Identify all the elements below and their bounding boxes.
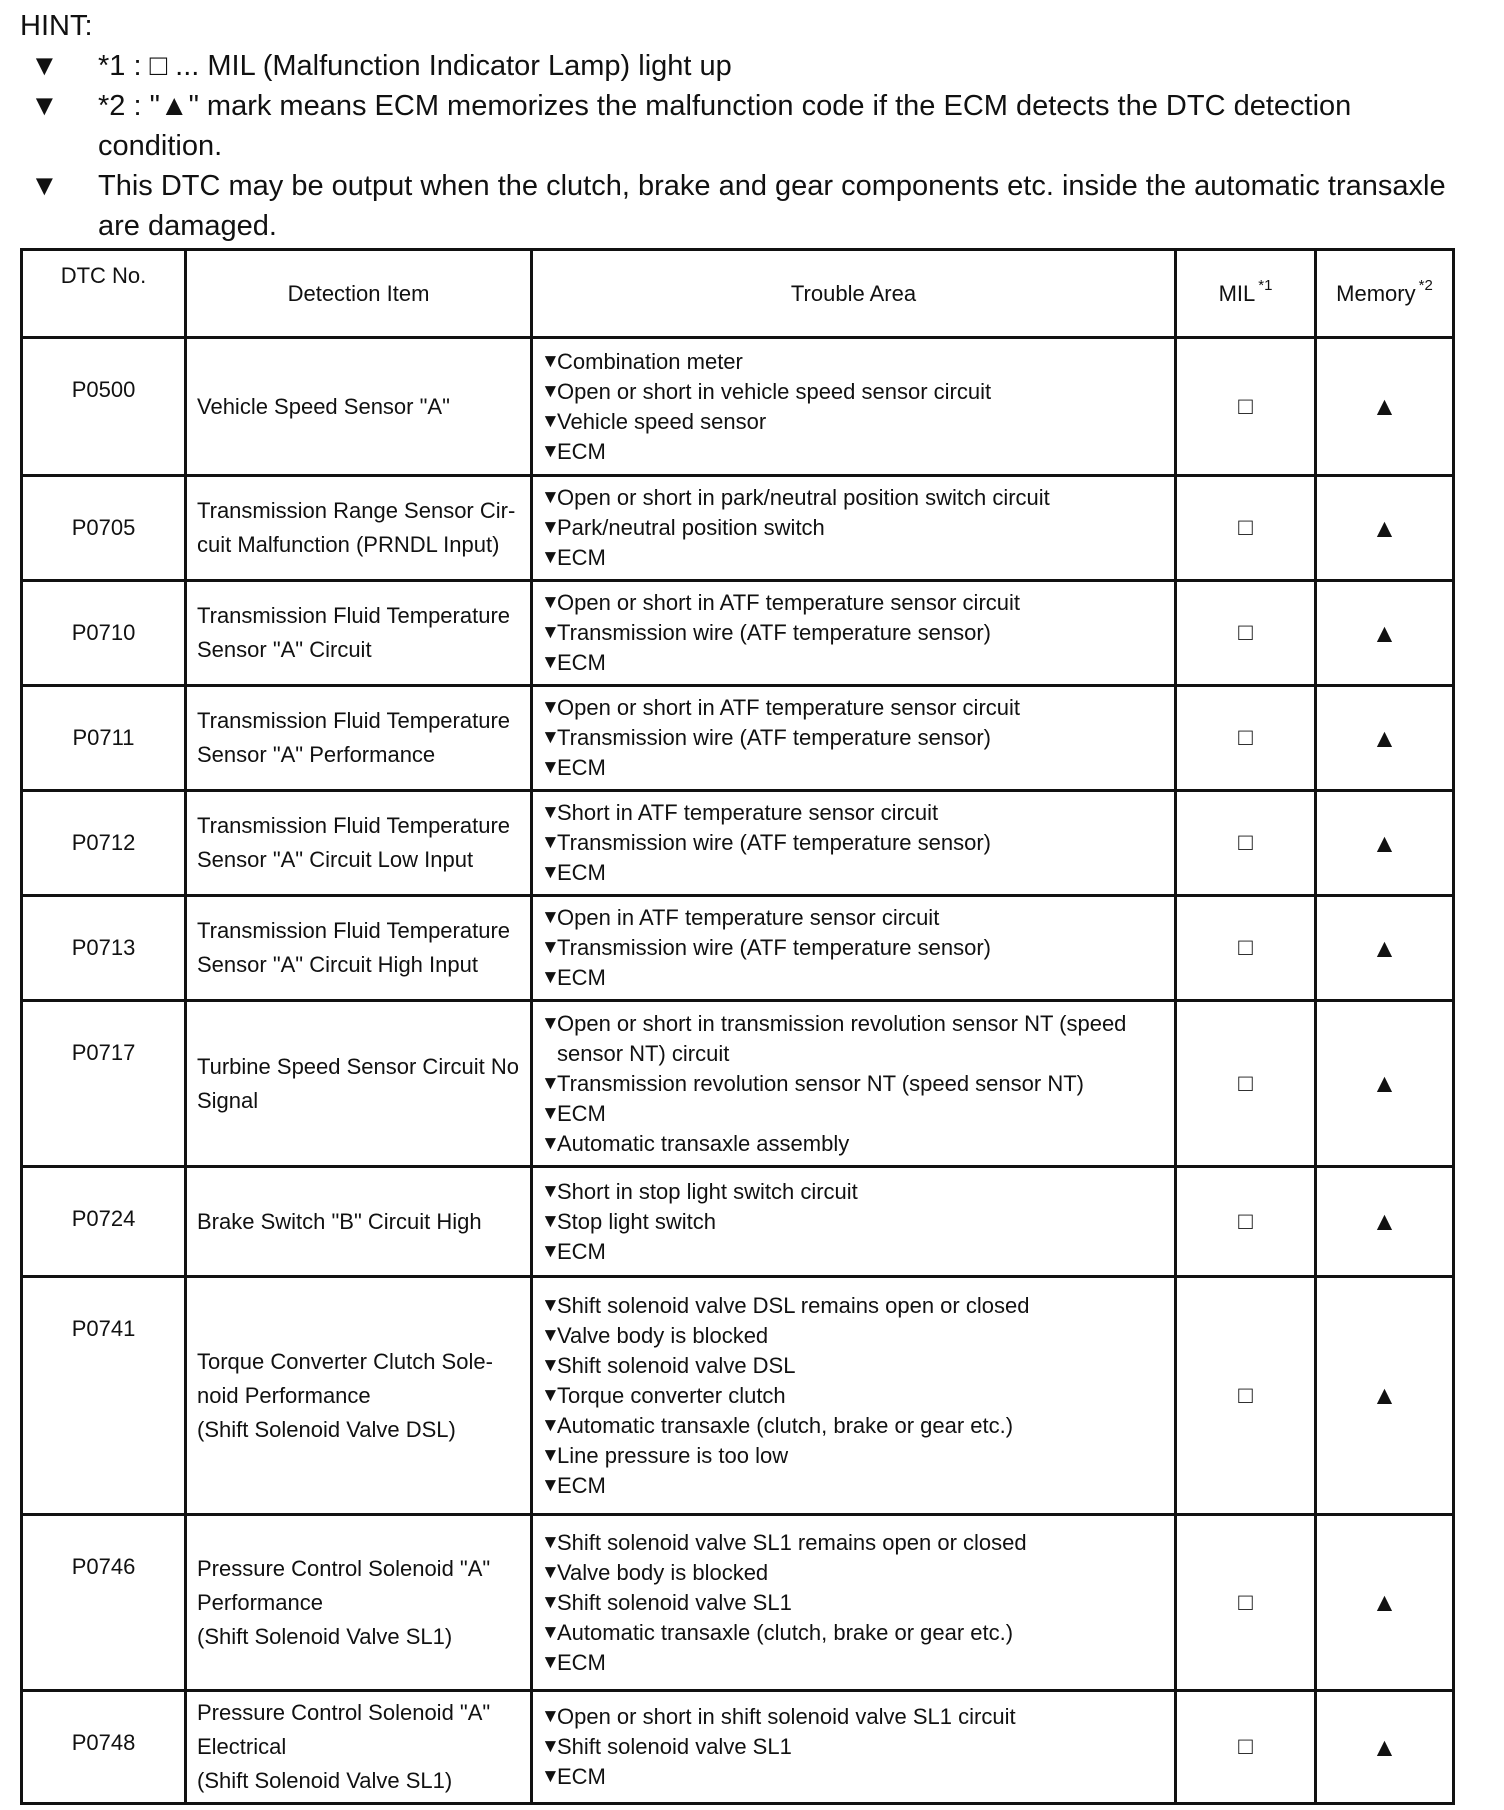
trouble-area	[532, 1167, 1176, 1277]
bullet-icon: ▼	[541, 1531, 560, 1553]
trouble-area-line	[543, 1009, 1164, 1069]
dtc-code: P0705	[22, 476, 186, 581]
detection-item-line: Transmission Fluid Temperature	[197, 603, 511, 628]
table-row	[22, 1515, 1454, 1691]
trouble-area-line	[543, 903, 1164, 933]
bullet-icon: ▼	[541, 517, 560, 538]
trouble-area-line	[543, 347, 1164, 377]
bullet-icon: ▼	[541, 622, 560, 643]
bullet-icon: ▼	[541, 757, 560, 778]
memory-triangle-icon: ▲	[1316, 1001, 1454, 1167]
trouble-area-text: Torque converter clutch	[557, 1382, 786, 1408]
hint-item	[20, 86, 1460, 166]
mil-checkbox-icon: □	[1176, 1277, 1316, 1515]
trouble-area-text: Valve body is blocked	[557, 1322, 769, 1348]
trouble-area-text: Stop light switch	[557, 1208, 716, 1234]
trouble-area-text: Open or short in shift solenoid valve SL1 circuit	[557, 1704, 1016, 1729]
bullet-icon: ▼	[541, 1012, 560, 1034]
trouble-area-line	[543, 753, 1164, 783]
trouble-area-text: ECM	[557, 1472, 606, 1498]
trouble-area-line	[543, 1762, 1164, 1792]
trouble-area-text: ECM	[557, 1649, 606, 1675]
trouble-area-text: ECM	[557, 1100, 606, 1126]
detection-item	[186, 1277, 532, 1515]
table-row	[22, 1277, 1454, 1515]
bullet-icon: ▼	[541, 440, 560, 462]
bullet-icon: ▼	[541, 1324, 560, 1346]
bullet-icon: ▼	[541, 1591, 560, 1613]
trouble-area-line	[543, 1558, 1164, 1588]
trouble-area-line	[543, 723, 1164, 753]
dtc-code: P0713	[22, 896, 186, 1001]
trouble-area-line	[543, 1471, 1164, 1501]
bullet-icon: ▼	[541, 652, 560, 673]
bullet-icon: ▼	[541, 1132, 560, 1154]
trouble-area-line	[543, 377, 1164, 407]
bullet-icon: ▼	[30, 90, 59, 122]
bullet-icon: ▼	[541, 1414, 560, 1436]
header-dtc-no: DTC No.	[22, 250, 186, 338]
table-row	[22, 476, 1454, 581]
bullet-icon: ▼	[541, 1102, 560, 1124]
detection-item-line: (Shift Solenoid Valve DSL)	[197, 1416, 456, 1442]
trouble-area-text: Valve body is blocked	[557, 1559, 769, 1585]
bullet-icon: ▼	[541, 1444, 560, 1466]
bullet-icon: ▼	[541, 1180, 560, 1202]
trouble-area-text: Open or short in vehicle speed sensor circuit	[557, 378, 992, 404]
mil-checkbox-icon: □	[1176, 686, 1316, 791]
trouble-area-text: ECM	[557, 545, 606, 570]
trouble-area-line	[543, 828, 1164, 858]
detection-item	[186, 791, 532, 896]
trouble-area-line	[543, 858, 1164, 888]
detection-item-line: cuit Malfunction (PRNDL Input)	[197, 532, 500, 557]
trouble-area-line	[543, 1069, 1164, 1099]
memory-triangle-icon: ▲	[1316, 1167, 1454, 1277]
dtc-code: P0717	[22, 1001, 186, 1167]
trouble-area-line	[543, 1441, 1164, 1471]
trouble-area-line	[543, 1177, 1164, 1207]
dtc-code: P0746	[22, 1515, 186, 1691]
trouble-area-line	[543, 648, 1164, 678]
bullet-icon: ▼	[541, 1561, 560, 1583]
trouble-area	[532, 338, 1176, 476]
dtc-table	[20, 248, 1455, 1805]
trouble-area-line	[543, 693, 1164, 723]
detection-item-line: Transmission Fluid Temperature	[197, 918, 511, 943]
trouble-area-text: Automatic transaxle (clutch, brake or gear etc.)	[557, 1412, 1014, 1438]
mil-checkbox-icon: □	[1176, 476, 1316, 581]
bullet-icon: ▼	[541, 380, 560, 402]
memory-triangle-icon: ▲	[1316, 581, 1454, 686]
table-header-row	[22, 250, 1454, 338]
dtc-code: P0500	[22, 338, 186, 476]
detection-item-line: Performance	[197, 1589, 323, 1615]
bullet-icon: ▼	[541, 1210, 560, 1232]
trouble-area-text: Open or short in ATF temperature sensor circuit	[557, 590, 1020, 615]
dtc-code: P0741	[22, 1277, 186, 1515]
bullet-icon: ▼	[30, 170, 59, 202]
table-row	[22, 1167, 1454, 1277]
trouble-area-line	[543, 1291, 1164, 1321]
header-mil: MIL $^{*1}$	[1176, 250, 1316, 338]
table-row	[22, 896, 1454, 1001]
detection-item-line: (Shift Solenoid Valve SL1)	[197, 1623, 453, 1649]
trouble-area-line	[543, 1732, 1164, 1762]
trouble-area-text: Vehicle speed sensor	[557, 408, 767, 434]
trouble-area-text: Line pressure is too low	[557, 1442, 789, 1468]
trouble-area-text: Automatic transaxle assembly	[557, 1130, 850, 1156]
bullet-icon: ▼	[541, 1651, 560, 1673]
bullet-icon: ▼	[541, 350, 560, 372]
bullet-icon: ▼	[541, 1766, 560, 1787]
trouble-area-line	[543, 1648, 1164, 1678]
trouble-area-line	[543, 1381, 1164, 1411]
trouble-area-line	[543, 963, 1164, 993]
table-row	[22, 581, 1454, 686]
trouble-area-line	[543, 798, 1164, 828]
bullet-icon: ▼	[541, 967, 560, 988]
dtc-code: P0724	[22, 1167, 186, 1277]
bullet-icon: ▼	[541, 592, 560, 613]
trouble-area-text: Transmission wire (ATF temperature sensor)	[557, 620, 991, 645]
header-memory: Memory $^{*2}$	[1316, 250, 1454, 338]
trouble-area-text: Open or short in ATF temperature sensor circuit	[557, 695, 1020, 720]
mil-checkbox-icon: □	[1176, 1691, 1316, 1804]
table-row	[22, 791, 1454, 896]
hint-text: *2 : "▲" mark means ECM memorizes the malfunction code if the ECM detects the DTC detection condition.	[98, 90, 1352, 162]
detection-item-line: Pressure Control Solenoid "A"	[197, 1555, 491, 1581]
memory-triangle-icon: ▲	[1316, 896, 1454, 1001]
detection-item	[186, 476, 532, 581]
detection-item-line: Turbine Speed Sensor Circuit No	[197, 1053, 520, 1079]
mil-checkbox-icon: □	[1176, 896, 1316, 1001]
detection-item-line: Sensor "A" Circuit Low Input	[197, 847, 474, 872]
bullet-icon: ▼	[30, 50, 59, 82]
trouble-area-line	[543, 543, 1164, 573]
detection-item-line: Sensor "A" Circuit	[197, 637, 372, 662]
trouble-area	[532, 1515, 1176, 1691]
bullet-icon: ▼	[541, 937, 560, 958]
trouble-area	[532, 686, 1176, 791]
mil-checkbox-icon: □	[1176, 581, 1316, 686]
trouble-area-text: Shift solenoid valve DSL remains open or closed	[557, 1292, 1030, 1318]
detection-item	[186, 581, 532, 686]
trouble-area-line	[543, 933, 1164, 963]
trouble-area-text: Transmission wire (ATF temperature sensor)	[557, 935, 991, 960]
trouble-area	[532, 581, 1176, 686]
detection-item	[186, 1691, 532, 1804]
detection-item-line: Transmission Range Sensor Cir-	[197, 498, 516, 523]
trouble-area-text: Transmission wire (ATF temperature sensor)	[557, 830, 991, 855]
trouble-area-line	[543, 1321, 1164, 1351]
trouble-area-line	[543, 1207, 1164, 1237]
bullet-icon: ▼	[541, 907, 560, 928]
trouble-area	[532, 791, 1176, 896]
trouble-area-line	[543, 1618, 1164, 1648]
trouble-area-line	[543, 1237, 1164, 1267]
bullet-icon: ▼	[541, 1706, 560, 1727]
trouble-area-text: Short in stop light switch circuit	[557, 1178, 858, 1204]
bullet-icon: ▼	[541, 832, 560, 853]
bullet-icon: ▼	[541, 547, 560, 568]
trouble-area-text: ECM	[557, 1238, 606, 1264]
detection-item-line: Signal	[197, 1087, 259, 1113]
detection-item-line: Transmission Fluid Temperature	[197, 813, 511, 838]
hint-text: This DTC may be output when the clutch, brake and gear components etc. inside the automatic transaxle are damaged.	[98, 170, 1446, 242]
trouble-area-text: Short in ATF temperature sensor circuit	[557, 800, 939, 825]
trouble-area-line	[543, 437, 1164, 467]
trouble-area-text: Combination meter	[557, 348, 743, 374]
hint-item	[20, 46, 1460, 86]
mil-checkbox-icon: □	[1176, 1001, 1316, 1167]
detection-item-line: Sensor "A" Circuit High Input	[197, 952, 478, 977]
trouble-area-text: Shift solenoid valve SL1	[557, 1734, 792, 1759]
bullet-icon: ▼	[541, 862, 560, 883]
memory-triangle-icon: ▲	[1316, 791, 1454, 896]
memory-triangle-icon: ▲	[1316, 686, 1454, 791]
detection-item	[186, 1515, 532, 1691]
mil-checkbox-icon: □	[1176, 338, 1316, 476]
trouble-area-text: Park/neutral position switch	[557, 515, 825, 540]
bullet-icon: ▼	[541, 1354, 560, 1376]
trouble-area-text: ECM	[557, 965, 606, 990]
bullet-icon: ▼	[541, 802, 560, 823]
dtc-code: P0711	[22, 686, 186, 791]
memory-triangle-icon: ▲	[1316, 1515, 1454, 1691]
trouble-area-text: ECM	[557, 1764, 606, 1789]
trouble-area-text: ECM	[557, 755, 606, 780]
bullet-icon: ▼	[541, 1736, 560, 1757]
table-row	[22, 686, 1454, 791]
trouble-area	[532, 476, 1176, 581]
dtc-code: P0710	[22, 581, 186, 686]
trouble-area-text: ECM	[557, 438, 606, 464]
trouble-area-text: Open in ATF temperature sensor circuit	[557, 905, 940, 930]
trouble-area-line	[543, 588, 1164, 618]
trouble-area	[532, 1277, 1176, 1515]
trouble-area-line	[543, 1351, 1164, 1381]
trouble-area	[532, 1001, 1176, 1167]
bullet-icon: ▼	[541, 727, 560, 748]
detection-item-line: Transmission Fluid Temperature	[197, 708, 511, 733]
memory-triangle-icon: ▲	[1316, 1277, 1454, 1515]
trouble-area-line	[543, 513, 1164, 543]
trouble-area-text: Transmission revolution sensor NT (speed sensor NT)	[557, 1070, 1084, 1096]
trouble-area-line	[543, 1588, 1164, 1618]
header-trouble-area: Trouble Area	[532, 250, 1176, 338]
bullet-icon: ▼	[541, 697, 560, 718]
trouble-area-text: Transmission wire (ATF temperature sensor)	[557, 725, 991, 750]
memory-triangle-icon: ▲	[1316, 338, 1454, 476]
bullet-icon: ▼	[541, 1474, 560, 1496]
trouble-area-line	[543, 1129, 1164, 1159]
detection-item-line: noid Performance	[197, 1382, 371, 1408]
trouble-area-line	[543, 1411, 1164, 1441]
header-detection-item: Detection Item	[186, 250, 532, 338]
dtc-code: P0748	[22, 1691, 186, 1804]
memory-footnote: *2	[1418, 276, 1433, 294]
bullet-icon: ▼	[541, 1384, 560, 1406]
detection-item-line: Brake Switch "B" Circuit High	[197, 1208, 482, 1234]
trouble-area-line	[543, 407, 1164, 437]
trouble-area-text: Open or short in transmission revolution sensor NT (speed sensor NT) circuit	[557, 1010, 1127, 1066]
trouble-area-text: Shift solenoid valve SL1 remains open or closed	[557, 1529, 1027, 1555]
hint-title: HINT:	[20, 10, 93, 42]
bullet-icon: ▼	[541, 1621, 560, 1643]
bullet-icon: ▼	[541, 1294, 560, 1316]
trouble-area	[532, 1691, 1176, 1804]
detection-item-line: Electrical	[197, 1734, 287, 1759]
trouble-area-text: ECM	[557, 860, 606, 885]
trouble-area-line	[543, 1702, 1164, 1732]
mil-checkbox-icon: □	[1176, 791, 1316, 896]
detection-item	[186, 1001, 532, 1167]
hint-section	[20, 6, 1460, 246]
hint-item	[20, 166, 1460, 246]
bullet-icon: ▼	[541, 1240, 560, 1262]
trouble-area-line	[543, 1099, 1164, 1129]
memory-triangle-icon: ▲	[1316, 1691, 1454, 1804]
trouble-area-text: Open or short in park/neutral position switch circuit	[557, 485, 1050, 510]
detection-item	[186, 686, 532, 791]
hint-text: *1 : □ ... MIL (Malfunction Indicator Lamp) light up	[98, 50, 732, 82]
bullet-icon: ▼	[541, 410, 560, 432]
detection-item-line: Pressure Control Solenoid "A"	[197, 1700, 491, 1725]
trouble-area-text: Shift solenoid valve DSL	[557, 1352, 796, 1378]
memory-triangle-icon: ▲	[1316, 476, 1454, 581]
mil-checkbox-icon: □	[1176, 1167, 1316, 1277]
detection-item	[186, 1167, 532, 1277]
trouble-area-line	[543, 483, 1164, 513]
mil-footnote: *1	[1258, 276, 1273, 294]
dtc-code: P0712	[22, 791, 186, 896]
mil-checkbox-icon: □	[1176, 1515, 1316, 1691]
bullet-icon: ▼	[541, 1072, 560, 1094]
table-row	[22, 338, 1454, 476]
table-row	[22, 1691, 1454, 1804]
detection-item-line: (Shift Solenoid Valve SL1)	[197, 1768, 453, 1793]
detection-item	[186, 338, 532, 476]
detection-item-line: Sensor "A" Performance	[197, 742, 436, 767]
trouble-area-line	[543, 618, 1164, 648]
table-body	[22, 338, 1454, 1804]
table-row	[22, 1001, 1454, 1167]
trouble-area-text: Shift solenoid valve SL1	[557, 1589, 792, 1615]
detection-item-line: Torque Converter Clutch Sole-	[197, 1348, 493, 1374]
trouble-area	[532, 896, 1176, 1001]
trouble-area-line	[543, 1528, 1164, 1558]
trouble-area-text: Automatic transaxle (clutch, brake or gear etc.)	[557, 1619, 1014, 1645]
detection-item	[186, 896, 532, 1001]
detection-item-line: Vehicle Speed Sensor "A"	[197, 393, 450, 419]
bullet-icon: ▼	[541, 487, 560, 508]
trouble-area-text: ECM	[557, 650, 606, 675]
